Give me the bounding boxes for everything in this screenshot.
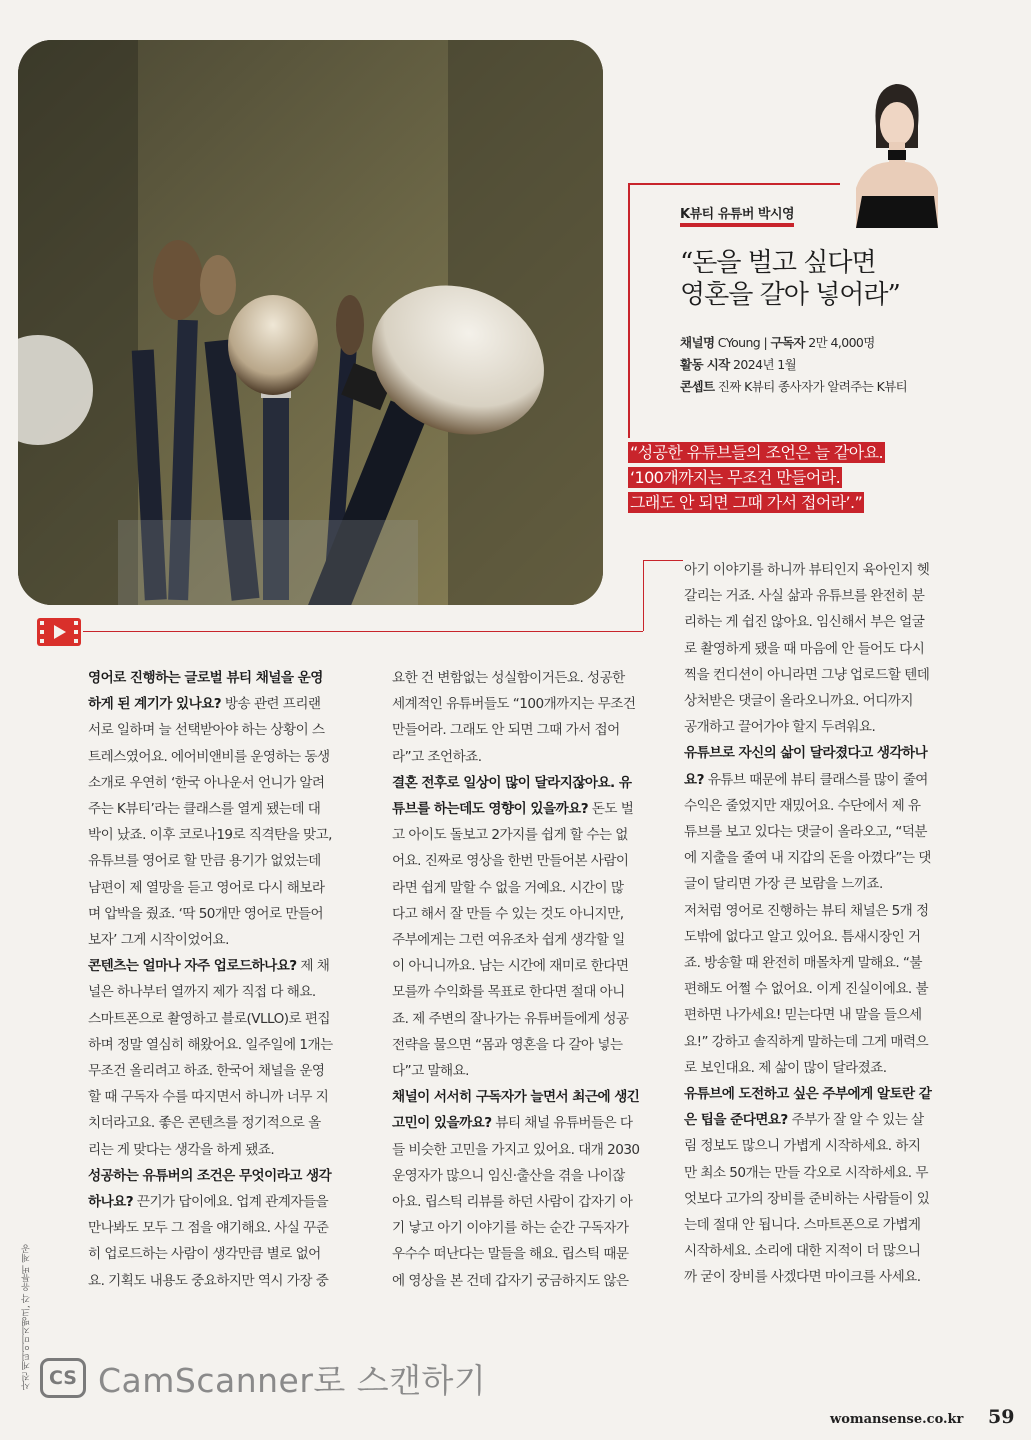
start-label: 활동 시작 <box>680 357 730 372</box>
body-text: 트레스였어요. 에어비앤비를 운영하는 동생 <box>88 748 330 765</box>
body-text: 수익은 줄었지만 재밌어요. 수단에서 제 유 <box>684 797 921 814</box>
body-text: 유튜브를 영어로 할 만큼 용기가 없었는데 <box>88 853 321 870</box>
quote-line-1: “돈을 벌고 싶다면 <box>680 248 876 278</box>
article-line <box>88 927 370 953</box>
article-line <box>684 1055 966 1081</box>
body-text: 만 최소 50개는 만들 각오로 시작하세요. 무 <box>684 1164 928 1181</box>
article-line <box>392 1215 667 1241</box>
question-text: 튜브를 하는데도 영향이 있을까요? <box>392 801 589 818</box>
body-text: 우수수 떠난다는 말들을 해요. 립스틱 때문 <box>392 1246 629 1263</box>
body-text: 공개하고 끌어가야 할지 두려워요. <box>684 719 876 736</box>
article-line <box>684 819 966 845</box>
article-line <box>392 875 667 901</box>
body-text: 아요. 립스틱 리뷰를 하던 사람이 갑자기 아 <box>392 1194 633 1211</box>
body-text: 만들어라. 그래도 안 되면 그때 가서 접어 <box>392 722 620 739</box>
start-value: 2024년 1월 <box>729 357 797 372</box>
body-text: 는데 절대 안 됩니다. 스마트폰으로 가볍게 <box>684 1217 921 1234</box>
article-line <box>684 1081 966 1107</box>
body-text: 보자’ 그게 시작이었어요. <box>88 932 229 949</box>
article-line <box>684 871 966 897</box>
article-line <box>684 583 966 609</box>
article-line <box>392 848 667 874</box>
article-line <box>392 717 667 743</box>
body-text: 죠. 제 주변의 잘나가는 유튜버들에게 성공 <box>392 1010 629 1027</box>
article-line <box>392 822 667 848</box>
body-text: 뷰티 채널 유튜버들은 다 <box>491 1115 633 1132</box>
body-text: 까 굳이 장비를 사겠다면 마이크를 사세요. <box>684 1269 921 1286</box>
article-line <box>392 901 667 927</box>
article-line <box>684 793 966 819</box>
body-text: 라”고 조언하죠. <box>392 748 482 765</box>
article-line <box>392 1137 667 1163</box>
article-line <box>684 1160 966 1186</box>
article-line <box>392 1032 667 1058</box>
article-line <box>88 953 370 979</box>
body-text: 서로 일하며 늘 선택받아야 하는 상황이 스 <box>88 722 325 739</box>
question-text: 유튜브로 자신의 삶이 달라졌다고 생각하나 <box>684 745 928 762</box>
body-text: 모를까 수익화를 목표로 한다면 절대 아니 <box>392 984 625 1001</box>
body-text: 무조건 올리려고 하죠. 한국어 채널을 운영 <box>88 1063 325 1080</box>
body-text: 도밖에 없다고 알고 있어요. 틈새시장인 거 <box>684 928 921 945</box>
article-line <box>684 609 966 635</box>
article-line <box>88 1215 370 1241</box>
body-text: 주부가 잘 알 수 있는 살 <box>787 1112 924 1129</box>
body-text: 히 업로드하는 사람이 생각만큼 별로 없어 <box>88 1246 321 1263</box>
portrait-photo <box>842 78 950 228</box>
article-line <box>392 953 667 979</box>
article-line <box>88 1110 370 1136</box>
article-line <box>88 875 370 901</box>
body-text: 남편이 제 열망을 듣고 영어로 다시 해보라 <box>88 879 325 896</box>
video-play-icon <box>35 616 83 648</box>
question-text: 콘텐츠는 얼마나 자주 업로드하나요? <box>88 958 297 975</box>
body-text: 유튜브 때문에 뷰티 클래스를 많이 줄여 <box>703 771 928 788</box>
body-text: 들 비슷한 고민을 가지고 있어요. 대개 2030 <box>392 1141 640 1158</box>
body-text: 끈기가 답이에요. 업계 관계자들을 <box>133 1194 329 1211</box>
article-line <box>684 1002 966 1028</box>
pull-quote-line-1: “성공한 유튜브들의 조언은 늘 같아요. <box>630 443 883 462</box>
concept-value: 진짜 K뷰티 종사자가 알려주는 K뷰티 <box>714 379 908 394</box>
body-text: 널은 하나부터 열까지 제가 직접 다 해요. <box>88 984 316 1001</box>
article-line <box>684 662 966 688</box>
article-column-2 <box>392 665 667 1294</box>
footer-site: womansense.co.kr <box>830 1412 964 1427</box>
body-text: 박이 났죠. 이후 코로나19로 직격탄을 맞고, <box>88 827 332 844</box>
article-line <box>392 1058 667 1084</box>
pull-quote <box>628 440 958 515</box>
article-line <box>88 848 370 874</box>
body-text: 돈도 벌 <box>588 801 634 818</box>
article-line <box>684 1186 966 1212</box>
article-line <box>392 744 667 770</box>
body-text: 편하면 나가세요! 믿는다면 내 말을 들으세 <box>684 1007 922 1024</box>
article-line <box>88 796 370 822</box>
question-text: 하게 된 계기가 있나요? <box>88 696 222 713</box>
question-text: 채널이 서서히 구독자가 늘면서 최근에 생긴 <box>392 1089 640 1106</box>
body-text: 아기 이야기를 하니까 뷰티인지 육아인지 헷 <box>684 562 930 578</box>
article-line <box>392 1006 667 1032</box>
article-line <box>392 1163 667 1189</box>
question-text: 결혼 전후로 일상이 많이 달라지잖아요. 유 <box>392 774 632 791</box>
body-text: 주부에게는 그런 여유조차 쉽게 생각할 일 <box>392 932 625 949</box>
article-column-1 <box>88 665 370 1294</box>
article-line <box>392 1241 667 1267</box>
body-text: 이 아니니까요. 남는 시간에 재미로 한다면 <box>392 958 629 975</box>
article-line <box>88 822 370 848</box>
body-text: 라면 쉽게 말할 수 없을 거예요. 시간이 많 <box>392 879 624 896</box>
article-line <box>88 744 370 770</box>
body-text: 요. 기획도 내용도 중요하지만 역시 가장 중 <box>88 1272 329 1289</box>
body-text: 글이 달리면 가장 큰 보람을 느끼죠. <box>684 876 883 893</box>
article-line <box>684 688 966 714</box>
body-text: 기 낳고 아기 이야기를 하는 순간 구독자가 <box>392 1220 629 1237</box>
body-text: 리는 게 맞다는 생각을 하게 됐죠. <box>88 1141 275 1158</box>
body-text: 주는 K뷰티’라는 클래스를 열게 됐는데 대 <box>88 801 321 818</box>
article-line <box>88 1189 370 1215</box>
body-text: 소개로 우연히 ‘한국 아나운서 언니가 알려 <box>88 774 325 791</box>
photo-credit: 사진 게티이미지뱅크, 각 유튜버 제공 <box>22 1244 32 1390</box>
article-line <box>684 1212 966 1238</box>
article-line <box>392 979 667 1005</box>
watermark-text: CamScanner로 스캔하기 <box>98 1360 487 1400</box>
body-text: 방송 관련 프리랜 <box>221 696 321 713</box>
body-text: 요한 건 변함없는 성실함이거든요. 성공한 <box>392 670 625 686</box>
profile-border-top <box>628 183 840 185</box>
body-text: 만나봐도 모두 그 점을 얘기해요. 사실 꾸준 <box>88 1220 329 1237</box>
body-text: 에 영상을 본 건데 갑자기 궁금하지도 않은 <box>392 1272 629 1289</box>
body-text: 치더라고요. 좋은 콘텐츠를 정기적으로 올 <box>88 1115 321 1132</box>
body-text: 고 아이도 돌보고 2가지를 쉽게 할 수는 없 <box>392 827 628 844</box>
body-text: 시작하세요. 소리에 대한 지적이 더 많으니 <box>684 1243 921 1260</box>
article-line <box>88 901 370 927</box>
article-line <box>684 767 966 793</box>
body-text: 편해도 어쩔 수 없어요. 이게 진실이에요. 불 <box>684 981 929 998</box>
question-text: 성공하는 유튜버의 조건은 무엇이라고 생각 <box>88 1167 332 1184</box>
article-line <box>392 1189 667 1215</box>
profile-border-left <box>628 183 630 438</box>
body-text: 저처럼 영어로 진행하는 뷰티 채널은 5개 정 <box>684 902 929 919</box>
question-text: 은 팁을 준다면요? <box>684 1112 788 1129</box>
article-line <box>88 691 370 717</box>
body-text: 며 압박을 줬죠. ‘딱 50개만 영어로 만들어 <box>88 905 324 922</box>
body-text: 리하는 게 쉽진 않아요. 임신해서 부은 얼굴 <box>684 614 925 631</box>
pull-quote-line-2: ‘100개까지는 무조건 만들어라. <box>630 468 841 487</box>
body-text: 상처받은 댓글이 올라오니까요. 어디까지 <box>684 693 913 710</box>
article-line <box>392 691 667 717</box>
divider-line <box>83 631 643 632</box>
body-text: 요!” 강하고 솔직하게 말하는데 그게 매력으 <box>684 1033 929 1050</box>
article-line <box>88 1163 370 1189</box>
article-line <box>392 1084 667 1110</box>
article-line <box>88 717 370 743</box>
body-text: 에 지출을 줄여 내 지갑의 돈을 아꼈다”는 댓 <box>684 850 931 867</box>
concept-info <box>680 377 907 395</box>
body-text: 로 촬영하게 됐을 때 마음에 안 들어도 다시 <box>684 640 925 657</box>
divider-line <box>643 560 644 631</box>
article-line <box>88 1058 370 1084</box>
channel-value: CYoung | <box>714 335 771 350</box>
article-line <box>392 665 667 691</box>
body-text: 죠. 방송할 때 완전히 매몰차게 말해요. “불 <box>684 955 922 972</box>
body-text: 하며 정말 열심히 해왔어요. 일주일에 1개는 <box>88 1036 333 1053</box>
article-line <box>392 796 667 822</box>
article-line <box>392 770 667 796</box>
article-line <box>392 1268 667 1294</box>
article-line <box>684 1107 966 1133</box>
article-line <box>684 740 966 766</box>
article-line <box>88 979 370 1005</box>
article-line <box>684 1238 966 1264</box>
article-line <box>684 1133 966 1159</box>
body-text: 갈리는 거죠. 사실 삶과 유튜브를 완전히 분 <box>684 588 925 605</box>
article-line <box>88 665 370 691</box>
article-line <box>684 924 966 950</box>
article-line <box>684 714 966 740</box>
article-line <box>88 1032 370 1058</box>
scanner-watermark <box>40 1356 486 1400</box>
question-text: 유튜브에 도전하고 싶은 주부에게 알토란 같 <box>684 1086 932 1103</box>
article-column-3 <box>684 557 966 1291</box>
article-line <box>392 927 667 953</box>
profile-quote-title <box>680 247 980 311</box>
body-text: 튜브를 보고 있다는 댓글이 올라오고, “덕분 <box>684 824 928 841</box>
body-text: 다고 해서 잘 만들 수 있는 것도 아니지만, <box>392 905 624 922</box>
page-number: 59 <box>988 1406 1015 1428</box>
quote-line-2: 영혼을 갈아 넣어라” <box>680 280 900 310</box>
concept-label: 콘셉트 <box>680 379 715 394</box>
body-text: 림 정보도 많으니 가볍게 시작하세요. 하지 <box>684 1138 921 1155</box>
subscribers-label: 구독자 <box>770 335 805 350</box>
article-line <box>392 1110 667 1136</box>
makeup-brushes-photo <box>18 40 603 605</box>
body-text: 어요. 진짜로 영상을 한번 만들어본 사람이 <box>392 853 629 870</box>
body-text: 다”고 말해요. <box>392 1063 469 1080</box>
start-info <box>680 355 796 373</box>
pull-quote-line-3: 그래도 안 되면 그때 가서 접어라’.” <box>630 493 863 512</box>
article-line <box>88 1137 370 1163</box>
article-line <box>684 845 966 871</box>
article-line <box>88 1084 370 1110</box>
article-line <box>684 636 966 662</box>
body-text: 할 때 구독자 수를 따지면서 하니까 너무 지 <box>88 1089 329 1106</box>
article-line <box>684 1264 966 1290</box>
article-line <box>88 1268 370 1294</box>
article-line <box>88 770 370 796</box>
body-text: 엇보다 고가의 장비를 준비하는 사람들이 있 <box>684 1190 930 1207</box>
question-text: 하나요? <box>88 1194 134 1211</box>
article-line <box>88 1006 370 1032</box>
article-line <box>684 976 966 1002</box>
question-text: 요? <box>684 771 704 788</box>
article-line <box>684 1029 966 1055</box>
profile-caption: K뷰티 유튜버 박시영 <box>680 203 794 227</box>
body-text: 전략을 물으면 “몸과 영혼을 다 갈아 넣는 <box>392 1036 623 1053</box>
article-line <box>88 1241 370 1267</box>
question-text: 영어로 진행하는 글로벌 뷰티 채널을 운영 <box>88 670 323 686</box>
body-text: 스마트폰으로 촬영하고 블로(VLLO)로 편집 <box>88 1010 331 1027</box>
channel-info <box>680 333 875 351</box>
subscribers-value: 2만 4,000명 <box>804 335 875 350</box>
article-line <box>684 557 966 583</box>
article-line <box>684 898 966 924</box>
question-text: 고민이 있을까요? <box>392 1115 492 1132</box>
channel-label: 채널명 <box>680 335 715 350</box>
body-text: 운영자가 많으니 임신·출산을 겪을 나이잖 <box>392 1167 625 1184</box>
camscanner-logo: CS <box>40 1358 86 1398</box>
body-text: 로 보인대요. 제 삶이 많이 달라졌죠. <box>684 1059 887 1076</box>
divider-line <box>643 560 683 561</box>
body-text: 세계적인 유튜버들도 “100개까지는 무조건 <box>392 696 636 713</box>
article-line <box>684 950 966 976</box>
body-text: 찍을 컨디션이 아니라면 그냥 업로드할 텐데 <box>684 666 930 683</box>
body-text: 제 채 <box>296 958 330 975</box>
